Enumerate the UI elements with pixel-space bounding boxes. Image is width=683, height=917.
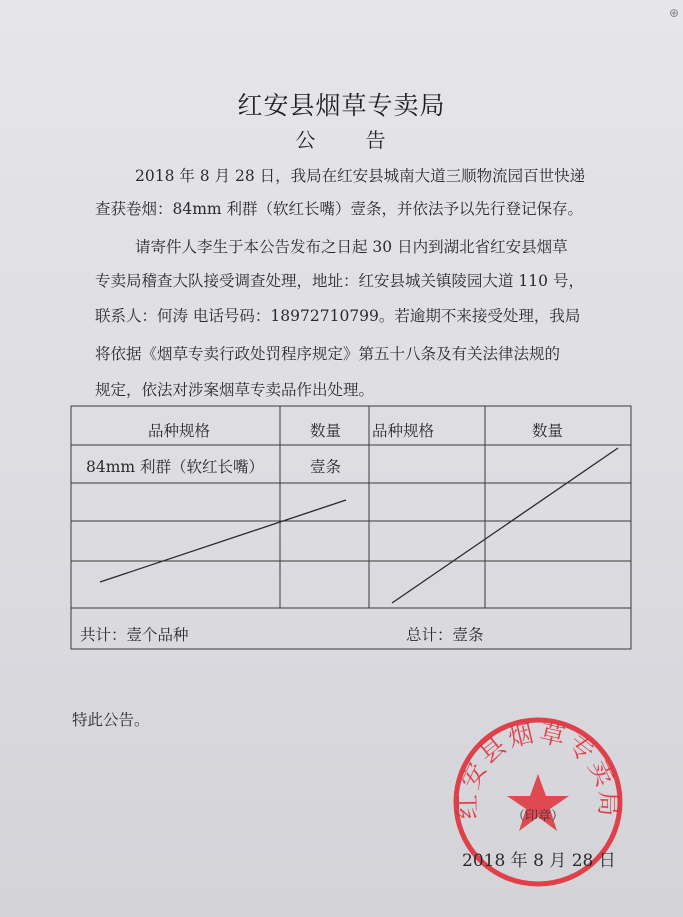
seal-center-label: （印章） [511, 809, 565, 824]
body-line-4: 专卖局稽查大队接受调查处理，地址：红安县城关镇陵园大道 110 号， [95, 272, 584, 290]
body-line-2: 查获卷烟：84mm 利群（软红长嘴）壹条，并依法予以先行登记保存。 [95, 200, 584, 218]
body-line-3: 请寄件人李生于本公告发布之日起 30 日内到湖北省红安县烟草 [135, 238, 568, 256]
seal-text: 红安县烟草专卖局 [452, 718, 624, 820]
body-line-1: 2018 年 8 月 28 日，我局在红安县城南大道三顺物流园百世快递 [135, 167, 586, 185]
body-line-7: 规定，依法对涉案烟草专卖品作出处理。 [95, 381, 375, 399]
footer-total: 总计：壹条 [406, 626, 484, 644]
header-qty-2: 数量 [532, 422, 564, 440]
header-qty-1: 数量 [310, 422, 342, 440]
notice-date: 2018 年 8 月 28 日 [462, 851, 616, 871]
row-1-spec: 84mm 利群（软红长嘴） [86, 458, 265, 476]
header-spec-2: 品种规格 [372, 422, 435, 440]
seized-goods-table [70, 405, 632, 650]
plus-icon: ⊕ [668, 6, 679, 20]
page-subtitle: 公 告 [295, 128, 408, 152]
row-1-qty: 壹条 [310, 458, 342, 476]
body-line-6: 将依据《烟草专卖行政处罚程序规定》第五十八条及有关法律法规的 [95, 345, 561, 363]
page-title: 红安县烟草专卖局 [237, 91, 446, 120]
body-line-5: 联系人：何涛 电话号码：18972710799。若逾期不来接受处理，我局 [95, 307, 581, 325]
header-spec-1: 品种规格 [148, 422, 211, 440]
footer-variety-count: 共计：壹个品种 [80, 626, 189, 644]
closing-remark: 特此公告。 [72, 711, 150, 729]
table-grid [70, 405, 632, 650]
void-strike-right [392, 448, 618, 603]
void-strike-left [100, 500, 346, 582]
